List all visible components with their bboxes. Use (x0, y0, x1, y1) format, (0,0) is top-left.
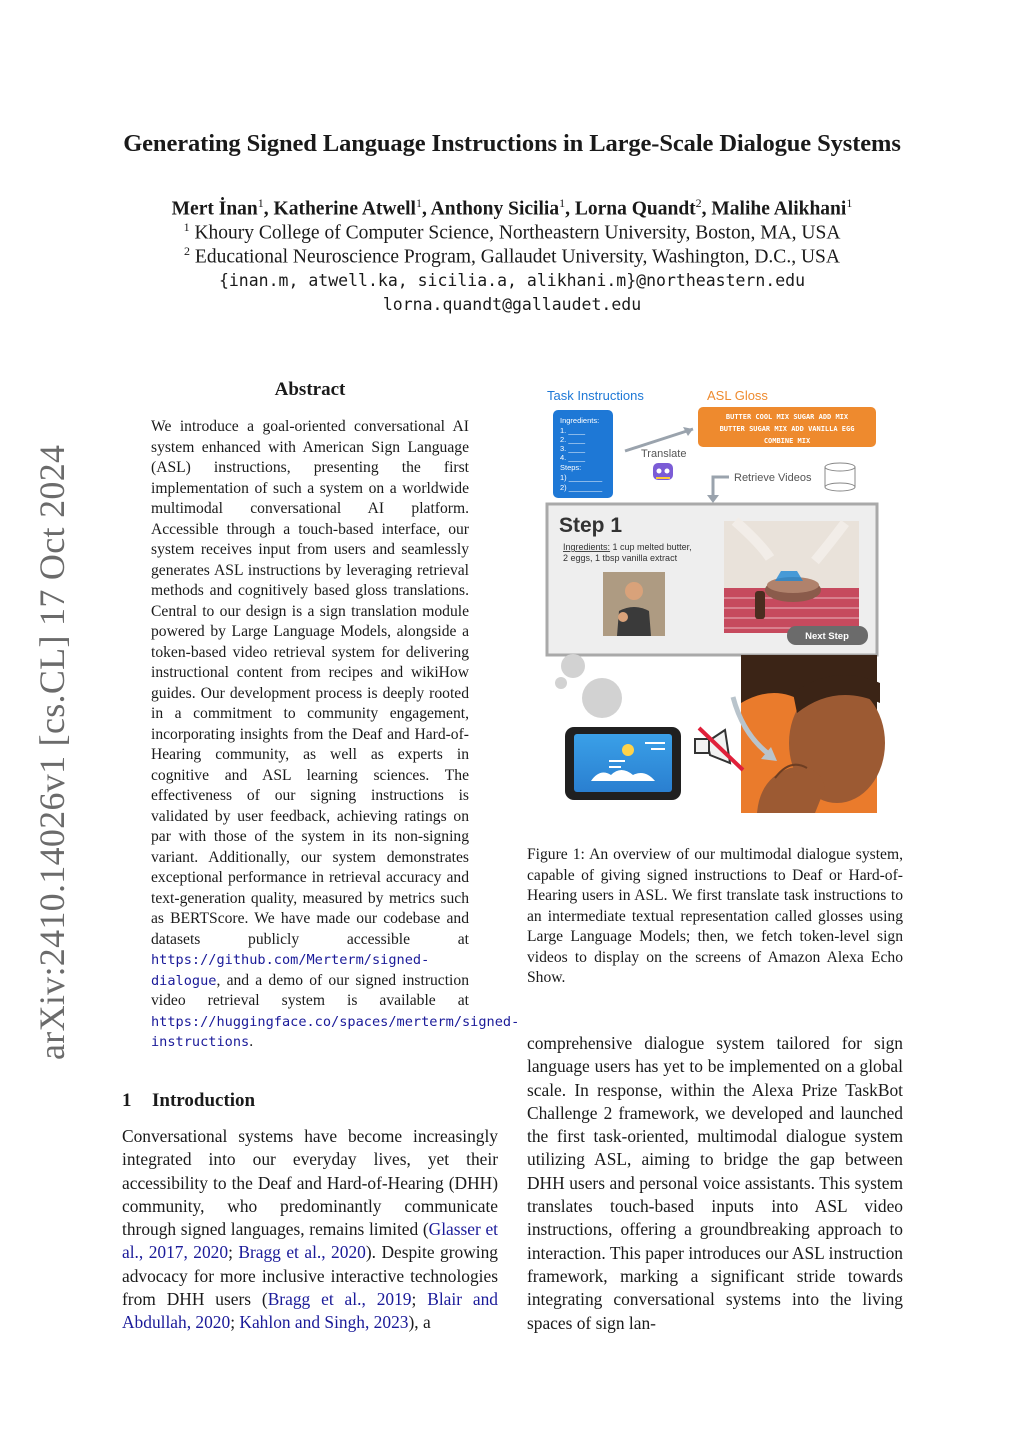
database-icon (825, 463, 855, 491)
email-northeastern: {inan.m, atwell.ka, sicilia.a, alikhani.m}@northeastern.edu (218, 271, 806, 290)
card-steps-label: Steps: (560, 463, 582, 472)
svg-text:Ingredients: 1 cup melted butt (563, 542, 692, 552)
citation-link[interactable]: Kahlon and Singh, 2023 (239, 1312, 409, 1333)
section-number: 1 (122, 1090, 132, 1111)
author-affiliation-mark: 2 (695, 196, 702, 210)
cooking-video (724, 521, 859, 633)
next-step-label: Next Step (805, 631, 849, 642)
card-line: 4. ____ (560, 453, 586, 462)
card-line: 1. ____ (560, 426, 586, 435)
figure-1-caption: Figure 1: An overview of our multimodal dialogue system, capable of giving signed instructions to Deaf or Hard-of-Hearing users in ASL. We first translate task instructions to an intermediate textual representation called glosses using Large Language Models; then, we fetch token-level sign videos to display on the screens of Amazon Alexa Echo Show. (527, 846, 903, 986)
translate-label: Translate (641, 448, 687, 460)
gloss-line: COMBINE MIX (763, 437, 811, 445)
affiliation-2 (0, 244, 1024, 269)
affiliation-text: Khoury College of Computer Science, Northeastern University, Boston, MA, USA (194, 222, 841, 244)
thought-bubble (561, 654, 585, 678)
step-title: Step 1 (559, 514, 623, 537)
author-name: Anthony Sicilia (430, 198, 560, 220)
body-text: ). Despite growing advocacy for more inclusive interactive technologies from DHH users ( (122, 1242, 498, 1310)
gloss-line: BUTTER SUGAR MIX ADD VANILLA EGG (719, 425, 855, 433)
card-line: 3. ____ (560, 444, 586, 453)
figure-1-diagram (545, 383, 885, 818)
user-illustration (741, 655, 885, 813)
abstract-text: We introduce a goal-oriented conversational AI system enhanced with American Sign Language (ASL) instructions, presenting the first implementation of such a system on a worldwide multimodal conversational AI platform. Accessible through a touch-based interface, our system receives input from users and seamlessly generates ASL instructions by leveraging retrieval methods and cognitively based gloss translations. Central to our design is a sign translation module powered by Large Language Models, alongside a token-based video retrieval system for delivering instructional content from recipes and wikiHow guides. Our development process is deeply rooted in a commitment to community engagement, incorporating insights from the Deaf and Hard-of-Hearing community, as well as experts in cognitive and ASL learning sciences. The effectiveness of our signing instructions is validated by user feedback, achieving ratings on par with those of the system in its non-signing variant. Additionally, our system demonstrates exceptional performance in retrieval accuracy and text-generation quality, measured by metrics such as BERTScore. We have made our codebase and datasets publicly accessible at (151, 418, 469, 948)
citation-link[interactable]: Glasser et al., 2017, 2020 (122, 1219, 498, 1263)
arrow-head (707, 495, 719, 503)
affiliation-text: Educational Neuroscience Program, Gallaudet University, Washington, D.C., USA (194, 246, 840, 268)
section-heading-introduction (122, 1090, 255, 1112)
signer-video (603, 572, 665, 636)
arxiv-identifier: arXiv:2410.14026v1 [cs.CL] 17 Oct 2024 (32, 444, 72, 1060)
step-ingredients-label: Ingredients: (563, 542, 611, 552)
muted-speaker-icon (695, 728, 743, 770)
github-link[interactable]: https://github.com/Merterm/signed-dialogue (151, 952, 430, 989)
author-affiliation-mark: 1 (257, 196, 264, 210)
thought-bubble (582, 678, 622, 718)
huggingface-link[interactable]: https://huggingface.co/spaces/merterm/signed-instructions (151, 1013, 520, 1050)
card-line: 2. ____ (560, 435, 586, 444)
citation-link[interactable]: Blair and Abdullah, 2020 (122, 1289, 498, 1333)
author-name: Malihe Alikhani (711, 198, 847, 220)
retrieve-videos-label: Retrieve Videos (734, 472, 812, 484)
abstract-body (151, 417, 520, 1053)
gloss-line: BUTTER COOL MIX SUGAR ADD MIX (725, 413, 849, 421)
card-line: 2) ________ (560, 483, 603, 492)
thought-bubble (555, 677, 567, 689)
affiliation-number: 1 (183, 220, 190, 234)
body-text: Conversational systems have become increasingly integrated into our everyday lives, yet their accessibility to the Deaf and Hard-of-Hearing (DHH) community, who predominantly communicate through signed languages, remains limited ( (122, 1126, 498, 1240)
body-text: ; (230, 1312, 240, 1333)
citation-link[interactable]: Bragg et al., 2020 (238, 1242, 366, 1263)
citation-link[interactable]: Bragg et al., 2019 (267, 1289, 412, 1310)
abstract-text: , and a demo of our signed instruction video retrieval system is available at (151, 971, 469, 1009)
task-instructions-label: Task Instructions (547, 388, 644, 403)
abstract-text: . (249, 1033, 254, 1050)
card-ingredients-label: Ingredients: (560, 416, 600, 425)
paper-title: Generating Signed Language Instructions in Large-Scale Dialogue Systems (123, 130, 901, 157)
author-name: Lorna Quandt (574, 198, 696, 220)
author-name: Mert İnan (171, 198, 258, 220)
abstract-heading: Abstract (274, 379, 346, 400)
email-gallaudet: lorna.quandt@gallaudet.edu (382, 295, 642, 314)
author-affiliation-mark: 1 (846, 196, 853, 210)
affiliation-1 (0, 220, 1024, 245)
robot-icon (653, 463, 673, 480)
author-affiliation-mark: 1 (559, 196, 566, 210)
author-list: Mert İnan$^1$, Katherine Atwell$^1$, Anthony Sicilia$^1$, Lorna Quandt$^2$, Malihe Alikhani$^1$ (171, 196, 853, 220)
body-text: ), a (408, 1312, 431, 1333)
step-ingredients-text: 1 cup melted butter, (610, 542, 692, 552)
author-name: Katherine Atwell (273, 198, 416, 220)
echo-show-device (565, 727, 681, 800)
step-ingredients-text: 2 eggs, 1 tbsp vanilla extract (563, 553, 678, 563)
right-column-paragraph: comprehensive dialogue system tailored for sign language users has yet to be implemented on a global scale. In response, within the Alexa Prize TaskBot Challenge 2 framework, we developed and launched the first task-oriented, multimodal dialogue system utilizing ASL, aiming to bridge the gap between DHH users and personal voice assistants. This system translates touch-based inputs into ASL video instructions, offering a groundbreaking approach to interaction. This paper introduces our ASL instruction framework, marking a significant stride towards integrating conversational systems into the living spaces of sign lan- (527, 1033, 903, 1333)
introduction-paragraph (122, 1125, 498, 1335)
body-text: ; (228, 1242, 239, 1263)
body-text: ; (411, 1289, 428, 1310)
affiliation-number: 2 (184, 244, 191, 258)
card-line: 1) ________ (560, 473, 603, 482)
asl-gloss-label: ASL Gloss (707, 388, 768, 403)
section-title: Introduction (152, 1090, 256, 1111)
author-affiliation-mark: 1 (415, 196, 422, 210)
